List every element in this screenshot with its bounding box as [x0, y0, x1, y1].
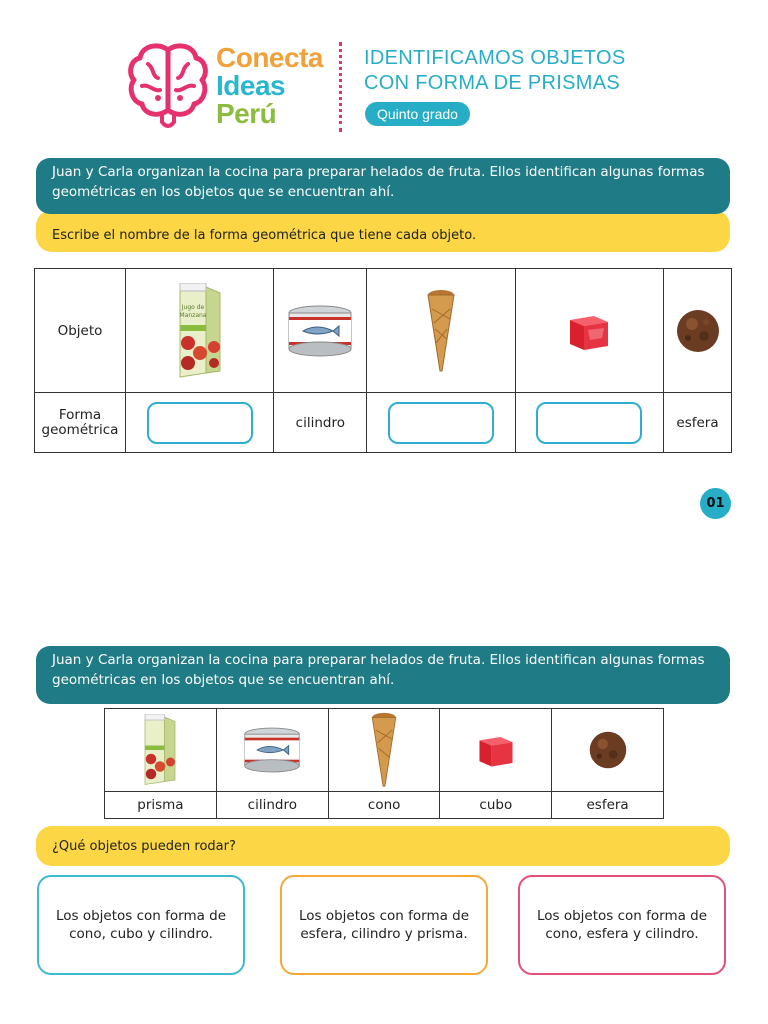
question-banner: [36, 826, 730, 866]
cell-juice-box: [126, 269, 274, 393]
ref-label-cilindro: cilindro: [216, 792, 328, 819]
ice-cream-cone-icon: [370, 712, 398, 788]
ref-label-cubo: cubo: [440, 792, 552, 819]
intro-banner-1: [36, 158, 730, 214]
ref-label-cono: cono: [328, 792, 440, 819]
intro-banner-2: [36, 646, 730, 704]
option-card-2[interactable]: [280, 875, 488, 975]
intro-text-1: Juan y Carla organizan la cocina para preparar helados de fruta. Ellos identifican algunas formas geométricas en los objetos que se encuentran ahí.: [52, 164, 705, 200]
table-row-objects: [35, 269, 732, 393]
brand-logo: [128, 40, 328, 132]
brand-line-conecta: Conecta: [216, 42, 323, 73]
tuna-can-icon: [243, 725, 301, 775]
instruction-text: Escribe el nombre de la forma geométrica que tiene cada objeto.: [52, 227, 477, 243]
juice-box-icon: [176, 283, 224, 379]
ref-cell-tuna-can: [216, 709, 328, 792]
option-text-3: Los objetos con forma de cono, esfera y cilindro.: [536, 908, 708, 942]
answer-input-1[interactable]: [147, 402, 253, 444]
row-label-objeto: Objeto: [35, 269, 126, 393]
shapes-table: [34, 268, 732, 453]
option-text-2: Los objetos con forma de esfera, cilindro y prisma.: [298, 908, 470, 942]
ref-cell-sphere: [552, 709, 664, 792]
answer-cell-1: [126, 393, 274, 453]
ref-label-esfera: esfera: [552, 792, 664, 819]
intro-text-2: Juan y Carla organizan la cocina para preparar helados de fruta. Ellos identifican algunas formas geométricas en los objetos que se encuentran ahí.: [52, 652, 705, 688]
table-row-shapes: [35, 393, 732, 453]
option-card-1[interactable]: [37, 875, 245, 975]
brand-name: [216, 44, 323, 128]
tuna-can-icon: [287, 303, 353, 359]
jelly-cube-icon: [474, 730, 518, 770]
option-card-3[interactable]: [518, 875, 726, 975]
ice-cream-cone-icon: [426, 289, 456, 373]
answer-input-3[interactable]: [388, 402, 494, 444]
jelly-cube-icon: [564, 308, 614, 354]
question-text: ¿Qué objetos pueden rodar?: [52, 838, 236, 854]
answer-input-4[interactable]: [536, 402, 642, 444]
answer-cell-5: esfera: [664, 393, 732, 453]
title-line-2: CON FORMA DE PRISMAS: [364, 72, 621, 94]
page-title: [364, 46, 724, 96]
row-label-forma-line2: geométrica: [41, 421, 119, 438]
chocolate-scoop-icon: [587, 730, 629, 770]
cell-ice-cream-cone: [367, 269, 515, 393]
header-divider: [339, 42, 342, 132]
answer-cell-2: cilindro: [274, 393, 367, 453]
juice-box-label-2: Manzana: [179, 311, 207, 319]
cell-tuna-can: [274, 269, 367, 393]
brand-line-peru: Perú: [216, 98, 277, 129]
brand-line-ideas: Ideas: [216, 70, 286, 101]
brain-icon: [128, 40, 208, 132]
reference-table: [104, 708, 664, 819]
title-line-1: IDENTIFICAMOS OBJETOS: [364, 47, 626, 69]
cell-jelly-cube: [515, 269, 663, 393]
reference-row-images: [105, 709, 664, 792]
chocolate-scoop-icon: [674, 308, 722, 354]
ref-cell-cone: [328, 709, 440, 792]
row-label-forma-line1: Forma: [58, 406, 102, 423]
option-text-1: Los objetos con forma de cono, cubo y cilindro.: [55, 908, 227, 942]
ref-label-prisma: prisma: [105, 792, 217, 819]
answer-cell-3: [367, 393, 515, 453]
instruction-banner: [36, 210, 730, 252]
grade-badge: Quinto grado: [365, 102, 470, 126]
ref-cell-juice-box: [105, 709, 217, 792]
juice-box-icon: [142, 714, 178, 786]
ref-cell-cube: [440, 709, 552, 792]
reference-row-labels: [105, 792, 664, 819]
cell-chocolate-scoop: [664, 269, 732, 393]
juice-box-label-1: Jugo de: [181, 303, 204, 311]
page-number: 01: [700, 488, 731, 519]
answer-cell-4: [515, 393, 663, 453]
row-label-forma: [35, 393, 126, 453]
